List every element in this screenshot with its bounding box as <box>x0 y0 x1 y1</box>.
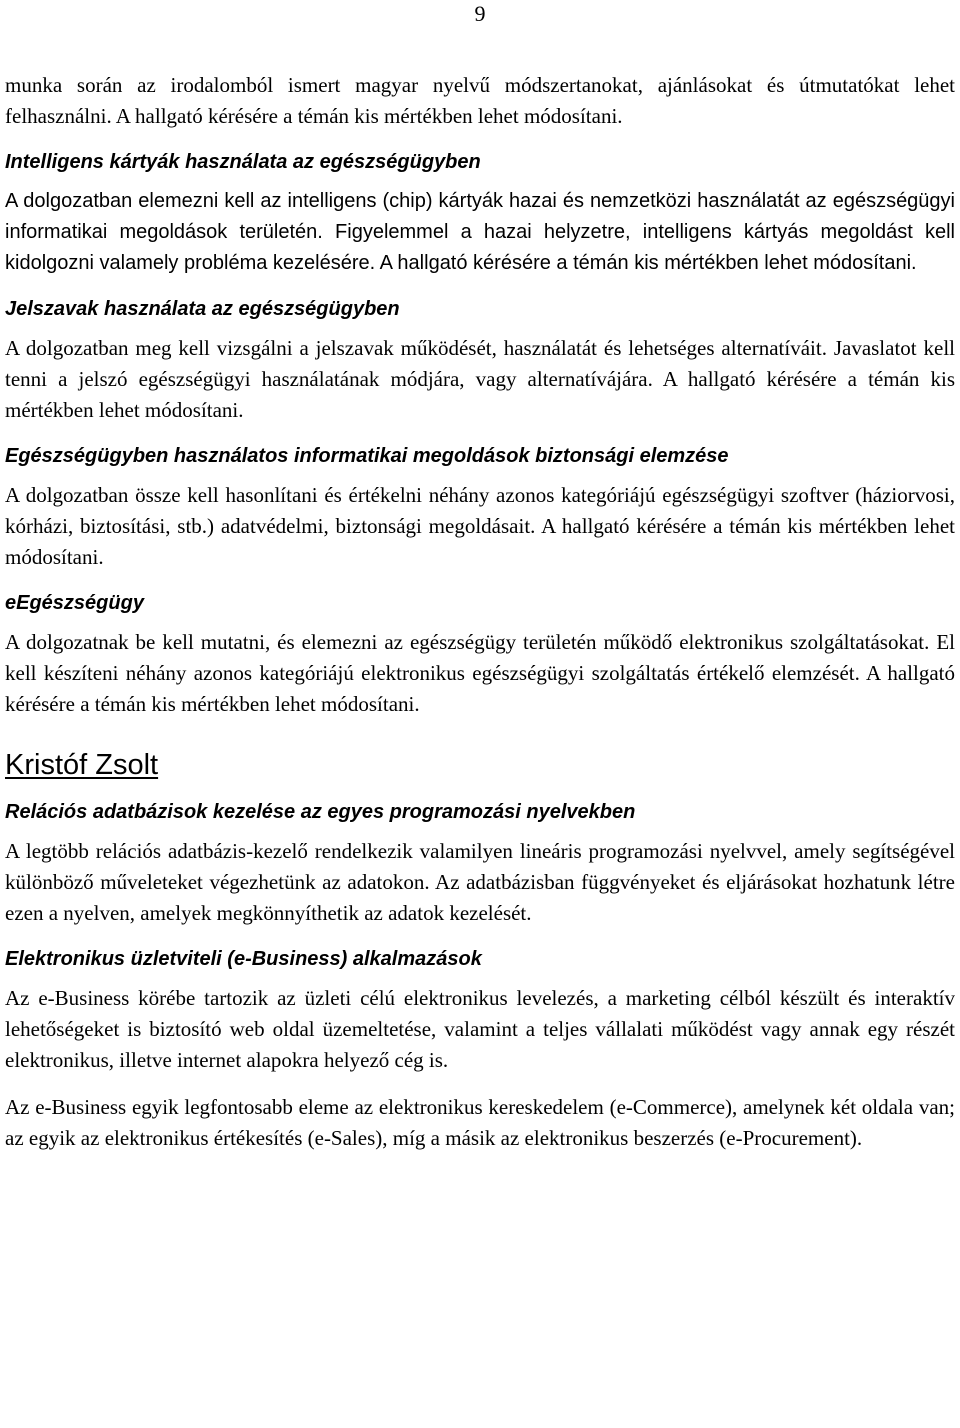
section-body-ebusiness-1: Az e-Business körébe tartozik az üzleti célú elektronikus levelezés, a marketing célból készült és interaktív lehetőségeket is biztosító web oldal üzemeltetése, valamint a teljes vállalati működést vagy annak egy részét elektronikus, illetve internet alapokra helyező cég is. <box>5 986 955 1072</box>
section-body-passwords: A dolgozatban meg kell vizsgálni a jelszavak működését, használatát és lehetséges alternatíváit. Javaslatot kell tenni a jelszó egészségügyi használatának módjára, vagy alternatívájára. A hallgató kérésére a témán kis mértékben lehet módosítani. <box>5 336 955 422</box>
section-body-ehealth: A dolgozatnak be kell mutatni, és elemezni az egészségügy területén működő elektronikus szolgáltatásokat. El kell készíteni néhány azonos kategóriájú elektronikus egészségügyi szolgáltatás értékelő elemzését. A hallgató kérésére a témán kis mértékben lehet módosítani. <box>5 630 955 716</box>
section-body-ebusiness-2: Az e-Business egyik legfontosabb eleme az elektronikus kereskedelem (e-Commerce), amelynek két oldala van; az egyik az elektronikus értékesítés (e-Sales), míg a másik az elektronikus beszerzés (e-Procurement). <box>5 1095 955 1150</box>
page-number: 9 <box>474 1 486 26</box>
section-title-ebusiness: Elektronikus üzletviteli (e-Business) alkalmazások <box>5 948 482 970</box>
section-title-passwords: Jelszavak használata az egészségügyben <box>5 298 400 320</box>
section-body-relational-db: A legtöbb relációs adatbázis-kezelő rendelkezik valamilyen lineáris programozási nyelvvel, amely segítségével különböző műveleteket végezhetünk az adatokon. Az adatbázisban függvényeket és eljárásokat hozhatunk létre ezen a nyelven, amelyek megkönnyíthetik az adatok kezelését. <box>5 839 955 925</box>
section-title-ehealth: eEgészségügy <box>5 592 144 614</box>
section-title-smart-cards: Intelligens kártyák használata az egészségügyben <box>5 151 481 173</box>
section-body-security-analysis: A dolgozatban össze kell hasonlítani és értékelni néhány azonos kategóriájú egészségügyi szoftver (háziorvosi, kórházi, biztosítási, stb.) adatvédelmi, biztonsági megoldásait. A hallgató kérésére a témán kis mértékben lehet módosítani. <box>5 483 955 569</box>
section-title-relational-db: Relációs adatbázisok kezelése az egyes programozási nyelvekben <box>5 801 636 823</box>
author-heading: Kristóf Zsolt <box>5 749 159 781</box>
page-content <box>5 70 955 1154</box>
section-body-smart-cards: A dolgozatban elemezni kell az intelligens (chip) kártyák hazai és nemzetközi használatát az egészségügyi informatikai megoldások területén. Figyelemmel a hazai helyzetre, intelligens kártyás megoldást kell kidolgozni valamely probléma kezelésére. A hallgató kérésére a témán kis mértékben lehet módosítani. <box>5 190 955 274</box>
section-title-security-analysis: Egészségügyben használatos informatikai megoldások biztonsági elemzése <box>5 445 729 467</box>
intro-paragraph: munka során az irodalomból ismert magyar nyelvű módszertanokat, ajánlásokat és útmutatókat lehet felhasználni. A hallgató kérésére a témán kis mértékben lehet módosítani. <box>5 73 955 128</box>
